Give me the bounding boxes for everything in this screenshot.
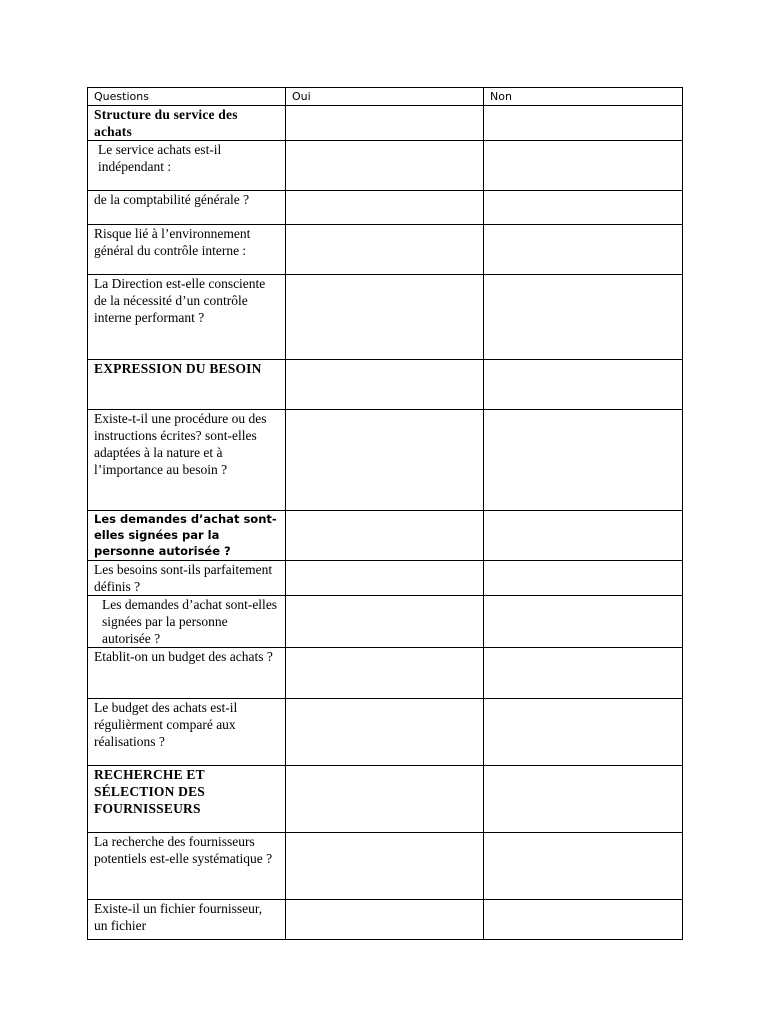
table-row	[88, 766, 683, 833]
header-oui: Oui	[286, 88, 484, 106]
answer-non-cell	[484, 360, 683, 410]
answer-oui-cell	[286, 410, 484, 511]
answer-oui-cell	[286, 141, 484, 191]
answer-non-cell	[484, 106, 683, 141]
answer-non-cell	[484, 833, 683, 900]
section-title: Structure du service des achats	[88, 106, 286, 141]
answer-oui-cell	[286, 648, 484, 699]
question-text: Existe-t-il une procédure ou des instructions écrites? sont-elles adaptées à la nature et à l’importance au besoin ?	[88, 410, 286, 511]
question-text: La Direction est-elle consciente de la nécessité d’un contrôle interne performant ?	[88, 275, 286, 360]
answer-oui-cell	[286, 596, 484, 648]
question-text: Les demandes d’achat sont-elles signées par la personne autorisée ?	[88, 511, 286, 561]
table-row	[88, 225, 683, 275]
answer-non-cell	[484, 596, 683, 648]
answer-non-cell	[484, 511, 683, 561]
answer-non-cell	[484, 410, 683, 511]
answer-oui-cell	[286, 511, 484, 561]
table-row	[88, 191, 683, 225]
question-text: Les besoins sont-ils parfaitement définis ?	[88, 561, 286, 596]
answer-non-cell	[484, 275, 683, 360]
answer-oui-cell	[286, 225, 484, 275]
section-title: EXPRESSION DU BESOIN	[88, 360, 286, 410]
answer-oui-cell	[286, 766, 484, 833]
table-row	[88, 833, 683, 900]
answer-non-cell	[484, 648, 683, 699]
table-row	[88, 106, 683, 141]
answer-non-cell	[484, 141, 683, 191]
answer-oui-cell	[286, 561, 484, 596]
question-text: Risque lié à l’environnement général du contrôle interne :	[88, 225, 286, 275]
table-row	[88, 410, 683, 511]
answer-oui-cell	[286, 900, 484, 940]
answer-oui-cell	[286, 106, 484, 141]
question-text: Le budget des achats est-il régulièrment comparé aux réalisations ?	[88, 699, 286, 766]
question-text: Les demandes d’achat sont-elles signées par la personne autorisée ?	[88, 596, 286, 648]
answer-non-cell	[484, 699, 683, 766]
answer-non-cell	[484, 900, 683, 940]
table-row	[88, 360, 683, 410]
answer-non-cell	[484, 191, 683, 225]
answer-oui-cell	[286, 699, 484, 766]
table-row	[88, 648, 683, 699]
answer-non-cell	[484, 225, 683, 275]
question-text: Etablit-on un budget des achats ?	[88, 648, 286, 699]
question-text: Le service achats est-il indépendant :	[88, 141, 286, 191]
header-questions: Questions	[88, 88, 286, 106]
header-non: Non	[484, 88, 683, 106]
table-row	[88, 596, 683, 648]
table-row	[88, 275, 683, 360]
answer-oui-cell	[286, 833, 484, 900]
audit-checklist-table	[87, 87, 683, 940]
table-row	[88, 141, 683, 191]
header-row	[88, 88, 683, 106]
table-row	[88, 699, 683, 766]
question-text: Existe-il un fichier fournisseur, un fichier	[88, 900, 286, 940]
answer-oui-cell	[286, 191, 484, 225]
section-title: RECHERCHE ET SÉLECTION DES FOURNISSEURS	[88, 766, 286, 833]
answer-non-cell	[484, 561, 683, 596]
table-row	[88, 900, 683, 940]
question-text: La recherche des fournisseurs potentiels est-elle systématique ?	[88, 833, 286, 900]
table-row	[88, 511, 683, 561]
answer-oui-cell	[286, 275, 484, 360]
answer-oui-cell	[286, 360, 484, 410]
answer-non-cell	[484, 766, 683, 833]
question-text: de la comptabilité générale ?	[88, 191, 286, 225]
table-row	[88, 561, 683, 596]
